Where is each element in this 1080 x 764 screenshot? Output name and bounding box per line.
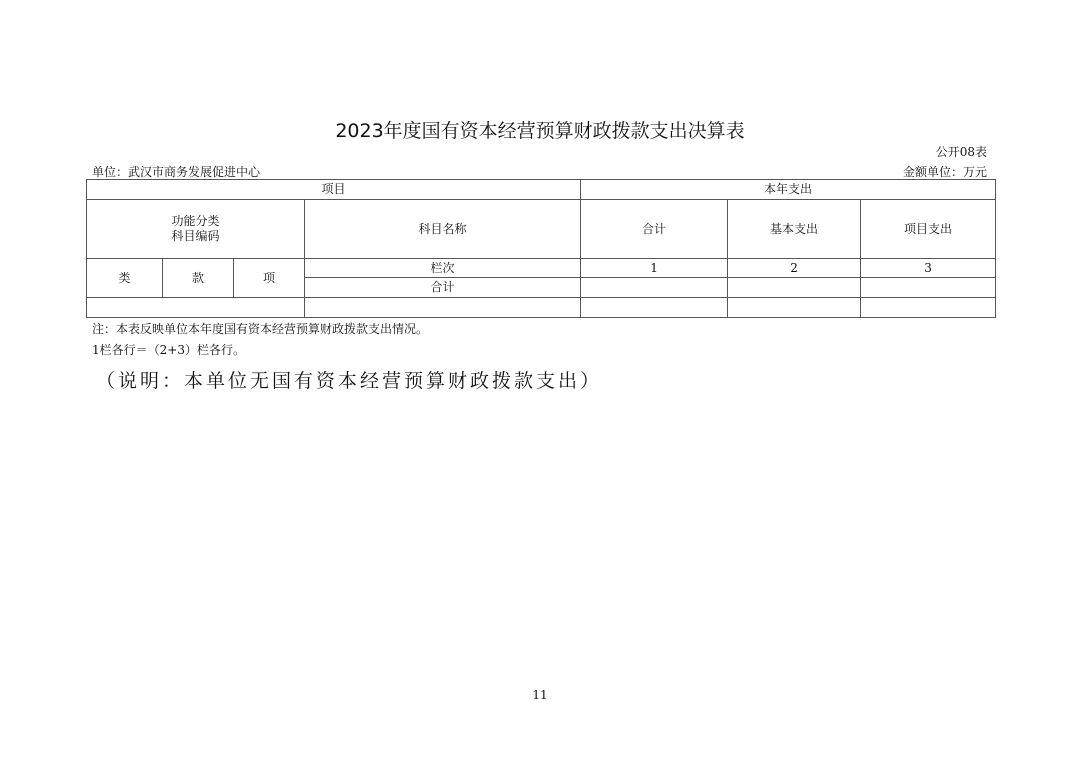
empty-code-cell: [87, 298, 305, 318]
header-row-1: [87, 180, 996, 200]
project-expense-header: 项目支出: [861, 200, 996, 259]
amount-unit: 金额单位：万元: [902, 165, 987, 179]
project-value-cell: [861, 278, 996, 298]
form-number: 公开08表: [935, 145, 987, 159]
func-class-code: [87, 200, 305, 259]
index-label: 栏次: [305, 259, 581, 278]
total-value-cell: [581, 278, 728, 298]
basic-value-cell: [728, 278, 861, 298]
header-year-expense: 本年支出: [581, 180, 996, 200]
item-header: 项: [234, 259, 305, 298]
header-item: 项目: [87, 180, 581, 200]
class-header: 类: [87, 259, 163, 298]
reporting-unit: 单位：武汉市商务发展促进中心: [92, 165, 261, 179]
func-class-label: 功能分类: [171, 214, 220, 228]
empty-project-cell: [861, 298, 996, 318]
explanation-text: （说明：本单位无国有资本经营预算财政拨款支出）: [96, 370, 603, 392]
index-2: 2: [728, 259, 861, 278]
index-row: [87, 259, 996, 278]
empty-data-row: [87, 298, 996, 318]
section-header: 款: [163, 259, 234, 298]
total-header: 合计: [581, 200, 728, 259]
document-title: 2023年度国有资本经营预算财政拨款支出决算表: [335, 120, 745, 142]
basic-expense-header: 基本支出: [728, 200, 861, 259]
column-rule-note: 1栏各行＝（2+3）栏各行。: [92, 343, 245, 357]
index-1: 1: [581, 259, 728, 278]
table-note: 注：本表反映单位本年度国有资本经营预算财政拨款支出情况。: [92, 322, 429, 336]
expenditure-table: [86, 179, 996, 318]
header-row-2: [87, 200, 996, 259]
empty-name-cell: [305, 298, 581, 318]
empty-basic-cell: [728, 298, 861, 318]
total-row-label: 合计: [305, 278, 581, 298]
index-3: 3: [861, 259, 996, 278]
subject-name-header: 科目名称: [305, 200, 581, 259]
subject-code-label: 科目编码: [171, 229, 220, 243]
page-number: 11: [532, 688, 548, 702]
empty-total-cell: [581, 298, 728, 318]
